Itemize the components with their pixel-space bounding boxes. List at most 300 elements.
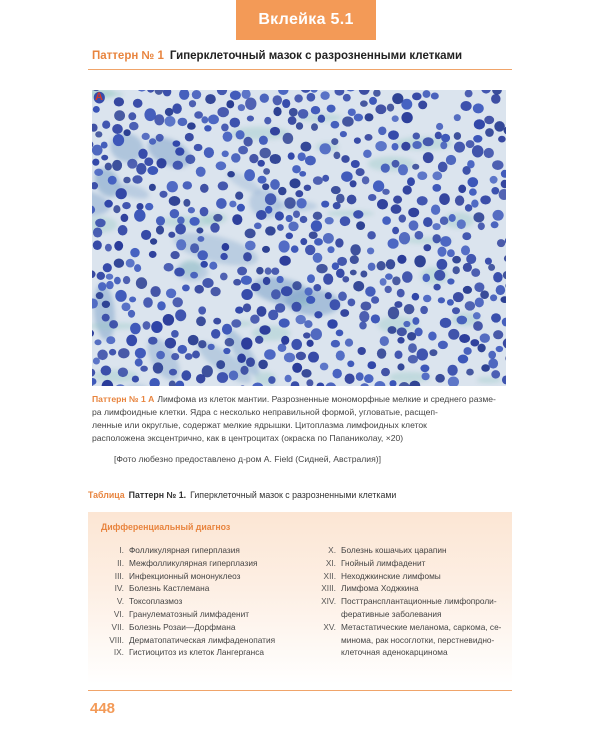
- cell-nucleus: [463, 347, 471, 355]
- item-text: Лимфома Ходжкина: [341, 583, 419, 594]
- cell-nucleus: [306, 296, 315, 304]
- cell-nucleus: [271, 289, 281, 299]
- cell-nucleus: [256, 210, 267, 220]
- caption-line: [92, 393, 512, 406]
- cell-nucleus: [263, 168, 270, 175]
- cell-nucleus: [418, 101, 427, 110]
- cell-nucleus: [190, 243, 199, 253]
- cell-nucleus: [432, 223, 440, 230]
- item-number: XIV.: [321, 596, 336, 607]
- item-text: Дерматопатическая лимфаденопатия: [129, 634, 276, 645]
- cell-nucleus: [474, 119, 485, 129]
- cell-nucleus: [367, 231, 376, 239]
- cell-nucleus: [222, 324, 232, 335]
- cell-nucleus: [138, 149, 147, 159]
- cell-nucleus: [371, 314, 380, 323]
- cell-nucleus: [109, 320, 118, 328]
- cell-nucleus: [393, 195, 402, 203]
- cell-nucleus: [413, 133, 420, 140]
- cell-nucleus: [196, 227, 203, 233]
- cell-nucleus: [434, 270, 445, 281]
- cell-nucleus: [323, 273, 333, 284]
- cell-nucleus: [93, 106, 100, 113]
- cell-nucleus: [453, 266, 460, 274]
- cell-nucleus: [428, 332, 436, 341]
- item-text: Болезнь кошачьих царапин: [341, 545, 447, 555]
- cell-nucleus: [188, 335, 199, 346]
- list-item: [300, 557, 512, 570]
- cell-nucleus: [397, 255, 406, 264]
- cell-nucleus: [478, 222, 485, 230]
- cell-nucleus: [397, 363, 404, 370]
- cell-nucleus: [229, 201, 236, 208]
- cell-nucleus: [316, 264, 327, 273]
- cell-nucleus: [422, 373, 430, 381]
- cell-nucleus: [291, 339, 302, 350]
- item-text: Неходжкинские лимфомы: [341, 570, 441, 581]
- cell-nucleus: [332, 369, 341, 379]
- cell-nucleus: [347, 360, 354, 367]
- cell-nucleus: [245, 241, 256, 251]
- cell-nucleus: [459, 334, 470, 343]
- cell-nucleus: [104, 200, 113, 208]
- cell-nucleus: [466, 140, 475, 148]
- cell-nucleus: [165, 116, 176, 127]
- cell-nucleus: [477, 344, 485, 353]
- cell-nucleus: [265, 226, 276, 235]
- cell-nucleus: [211, 287, 221, 296]
- item-number: [300, 646, 341, 659]
- cell-nucleus: [417, 171, 427, 180]
- cell-nucleus: [440, 217, 449, 226]
- cell-nucleus: [222, 243, 230, 251]
- item-number: XV.: [323, 621, 336, 632]
- cell-nucleus: [473, 103, 484, 113]
- cell-nucleus: [201, 116, 208, 123]
- list-item: [300, 595, 512, 608]
- cell-nucleus: [95, 131, 102, 137]
- cell-nucleus: [377, 348, 386, 358]
- cell-nucleus: [150, 286, 160, 297]
- cell-nucleus: [412, 141, 421, 149]
- cell-nucleus: [221, 123, 229, 131]
- cell-nucleus: [467, 177, 478, 187]
- cell-nucleus: [363, 150, 372, 158]
- cell-nucleus: [243, 137, 252, 147]
- cell-nucleus: [273, 95, 282, 105]
- cell-nucleus: [134, 209, 145, 221]
- cell-nucleus: [259, 325, 270, 335]
- cell-nucleus: [314, 238, 323, 245]
- cell-nucleus: [350, 180, 357, 187]
- cell-nucleus: [172, 103, 181, 114]
- cell-nucleus: [170, 251, 179, 259]
- list-item: [88, 595, 298, 608]
- cell-nucleus: [238, 146, 248, 155]
- cell-nucleus: [289, 178, 300, 188]
- list-item: [88, 608, 298, 621]
- cell-nucleus: [183, 181, 192, 189]
- cell-nucleus: [173, 161, 183, 170]
- item-text: Болезнь Кастлемана: [129, 583, 210, 594]
- cell-nucleus: [92, 159, 99, 166]
- cell-nucleus: [307, 340, 314, 347]
- cell-nucleus: [453, 292, 464, 302]
- cell-nucleus: [307, 274, 315, 283]
- cell-nucleus: [115, 290, 126, 302]
- ddx-list-left: [88, 544, 298, 659]
- cell-nucleus: [118, 368, 128, 378]
- item-number: I.: [119, 545, 124, 555]
- cell-nucleus: [435, 132, 442, 140]
- cell-nucleus: [260, 94, 269, 103]
- cell-nucleus: [140, 366, 148, 372]
- cell-nucleus: [485, 258, 492, 265]
- cell-nucleus: [423, 217, 433, 227]
- cell-nucleus: [205, 94, 216, 104]
- cell-nucleus: [202, 278, 213, 288]
- cell-nucleus: [423, 152, 434, 163]
- cell-nucleus: [333, 152, 340, 159]
- cell-nucleus: [285, 375, 292, 382]
- cell-nucleus: [217, 107, 229, 117]
- cell-nucleus: [350, 244, 360, 255]
- cell-nucleus: [388, 238, 399, 248]
- cell-nucleus: [241, 275, 252, 284]
- cell-nucleus: [241, 337, 252, 349]
- cell-nucleus: [132, 376, 139, 383]
- cell-nucleus: [94, 169, 103, 176]
- item-number: VIII.: [109, 634, 124, 645]
- cell-nucleus: [135, 348, 146, 359]
- cell-nucleus: [388, 326, 397, 334]
- cell-nucleus: [298, 109, 309, 119]
- cell-nucleus: [108, 176, 117, 185]
- cell-nucleus: [196, 374, 205, 383]
- cell-nucleus: [190, 272, 198, 279]
- cell-nucleus: [433, 284, 440, 291]
- cell-nucleus: [313, 284, 321, 291]
- cell-nucleus: [295, 190, 303, 197]
- cell-nucleus: [286, 232, 293, 239]
- cell-nucleus: [241, 289, 252, 300]
- cell-nucleus: [173, 140, 181, 147]
- cell-nucleus: [415, 231, 424, 240]
- cell-nucleus: [237, 204, 245, 212]
- cell-nucleus: [121, 303, 130, 312]
- list-item-continuation: [300, 646, 512, 659]
- cell-nucleus: [480, 195, 491, 204]
- cell-nucleus: [470, 339, 479, 346]
- cell-nucleus: [466, 369, 474, 376]
- item-number: IV.: [114, 583, 124, 594]
- cell-nucleus: [417, 196, 428, 205]
- cell-nucleus: [256, 267, 264, 275]
- cell-nucleus: [365, 286, 376, 296]
- cell-nucleus: [230, 118, 241, 128]
- cell-nucleus: [216, 161, 227, 170]
- cell-nucleus: [377, 199, 388, 210]
- cell-nucleus: [394, 351, 402, 359]
- cell-nucleus: [321, 201, 329, 208]
- cell-nucleus: [98, 282, 106, 291]
- cell-nucleus: [401, 142, 410, 151]
- cell-nucleus: [144, 157, 153, 166]
- cell-nucleus: [461, 101, 472, 111]
- cell-nucleus: [313, 176, 323, 185]
- cell-nucleus: [491, 313, 501, 322]
- cell-nucleus: [348, 298, 356, 306]
- cell-nucleus: [313, 253, 323, 263]
- cell-nucleus: [364, 374, 374, 383]
- cell-nucleus: [126, 335, 137, 346]
- cell-nucleus: [128, 310, 135, 318]
- item-number: XI.: [325, 557, 336, 568]
- cell-nucleus: [473, 312, 481, 319]
- cell-nucleus: [196, 316, 206, 326]
- cell-nucleus: [114, 97, 124, 106]
- cell-nucleus: [250, 314, 259, 323]
- cell-nucleus: [293, 210, 300, 218]
- cell-nucleus: [209, 262, 217, 270]
- cell-nucleus: [466, 254, 476, 264]
- item-text: Гистиоцитоз из клеток Лангерганса: [129, 647, 265, 658]
- cell-nucleus: [198, 306, 206, 314]
- cell-nucleus: [404, 304, 415, 314]
- cell-nucleus: [335, 238, 343, 247]
- pattern-heading: [92, 50, 462, 62]
- cell-nucleus: [298, 152, 306, 161]
- cell-nucleus: [159, 191, 167, 198]
- cell-nucleus: [144, 108, 156, 121]
- cell-nucleus: [153, 362, 163, 373]
- cell-nucleus: [471, 200, 478, 208]
- cell-nucleus: [341, 155, 349, 163]
- ddx-list-right: [300, 544, 512, 659]
- cell-nucleus: [412, 293, 420, 301]
- cell-nucleus: [200, 184, 209, 193]
- cell-nucleus: [457, 219, 466, 229]
- table-heading: [88, 490, 396, 500]
- cell-nucleus: [264, 117, 271, 124]
- cell-nucleus: [216, 198, 227, 209]
- cell-nucleus: [368, 263, 376, 271]
- cell-nucleus: [471, 268, 480, 277]
- cell-nucleus: [93, 240, 102, 250]
- cell-nucleus: [397, 289, 405, 298]
- cell-nucleus: [452, 256, 461, 264]
- cell-nucleus: [278, 187, 286, 195]
- cell-nucleus: [446, 155, 456, 165]
- cell-nucleus: [178, 118, 188, 126]
- cell-nucleus: [415, 328, 423, 337]
- item-text: Посттрансплантационные лимфопроли-: [341, 596, 497, 607]
- cell-nucleus: [496, 346, 503, 352]
- cell-nucleus: [97, 272, 105, 280]
- cell-nucleus: [200, 261, 207, 268]
- cell-nucleus: [257, 306, 267, 317]
- cell-nucleus: [281, 336, 289, 345]
- cell-nucleus: [175, 147, 184, 155]
- cell-nucleus: [220, 253, 227, 260]
- cell-nucleus: [431, 204, 440, 214]
- cell-nucleus: [311, 106, 320, 114]
- item-number: III.: [114, 570, 124, 581]
- cell-nucleus: [277, 276, 284, 283]
- caption-label: Паттерн № 1 А: [92, 394, 155, 404]
- cell-nucleus: [423, 244, 431, 251]
- cell-nucleus: [247, 115, 254, 121]
- cell-nucleus: [367, 361, 376, 369]
- cell-nucleus: [331, 340, 340, 348]
- table-title: Гиперклеточный мазок с разрозненными клетками: [190, 490, 397, 500]
- cell-nucleus: [387, 104, 394, 112]
- cell-nucleus: [123, 177, 130, 184]
- cell-nucleus: [484, 148, 494, 158]
- cell-nucleus: [314, 311, 322, 318]
- cell-nucleus: [490, 294, 497, 301]
- item-number: [300, 634, 341, 647]
- cell-nucleus: [311, 220, 322, 231]
- cell-nucleus: [258, 360, 268, 369]
- table-pattern: Паттерн № 1.: [128, 490, 187, 500]
- cell-nucleus: [392, 115, 399, 122]
- cell-nucleus: [331, 121, 340, 129]
- cell-nucleus: [308, 352, 319, 363]
- cell-nucleus: [463, 263, 472, 272]
- cell-nucleus: [359, 322, 367, 330]
- cell-nucleus: [492, 210, 503, 221]
- pattern-number: Паттерн № 1: [92, 50, 164, 62]
- cell-nucleus: [288, 152, 295, 159]
- cell-nucleus: [473, 321, 483, 331]
- cell-nucleus: [498, 136, 506, 143]
- cell-nucleus: [345, 339, 353, 347]
- cell-nucleus: [407, 177, 415, 186]
- cell-nucleus: [123, 129, 130, 136]
- cell-nucleus: [454, 114, 461, 121]
- list-item: [88, 570, 298, 583]
- cell-nucleus: [97, 350, 107, 361]
- cell-nucleus: [491, 370, 500, 379]
- cell-nucleus: [282, 99, 290, 108]
- list-item: [88, 544, 298, 557]
- cell-nucleus: [223, 348, 230, 354]
- cell-nucleus: [249, 154, 258, 163]
- cell-nucleus: [353, 281, 364, 292]
- cell-nucleus: [96, 292, 104, 299]
- cell-nucleus: [382, 216, 391, 225]
- cell-nucleus: [392, 93, 403, 104]
- cell-nucleus: [188, 207, 195, 213]
- cell-nucleus: [230, 91, 241, 100]
- cell-nucleus: [123, 276, 130, 284]
- cell-nucleus: [251, 283, 261, 291]
- cell-nucleus: [136, 277, 147, 289]
- cell-nucleus: [245, 97, 256, 110]
- cell-nucleus: [176, 239, 186, 250]
- cell-nucleus: [338, 292, 347, 301]
- cell-nucleus: [197, 236, 204, 242]
- cell-nucleus: [262, 246, 270, 253]
- cell-nucleus: [447, 278, 454, 284]
- cell-nucleus: [194, 144, 203, 151]
- cell-nucleus: [281, 286, 292, 296]
- cell-nucleus: [423, 90, 431, 98]
- cell-nucleus: [264, 349, 276, 359]
- cell-nucleus: [493, 330, 503, 339]
- cell-nucleus: [492, 160, 503, 170]
- cell-nucleus: [436, 123, 443, 130]
- cell-nucleus: [484, 116, 494, 124]
- cell-nucleus: [226, 100, 234, 108]
- item-number: X.: [328, 545, 336, 555]
- cell-nucleus: [257, 160, 264, 167]
- cell-nucleus: [113, 134, 124, 146]
- cell-nucleus: [166, 288, 176, 298]
- cell-nucleus: [265, 193, 276, 205]
- cell-nucleus: [423, 274, 431, 282]
- cell-nucleus: [438, 341, 448, 350]
- cell-nucleus: [367, 247, 374, 254]
- cell-nucleus: [485, 128, 494, 137]
- cell-nucleus: [369, 97, 377, 105]
- stroma-strand: [327, 210, 374, 216]
- cell-nucleus: [128, 112, 136, 120]
- cell-nucleus: [458, 355, 468, 364]
- cell-nucleus: [189, 100, 196, 107]
- photo-credit: [Фото любезно предоставлено д-ром A. Field (Сидней, Австралия)]: [114, 454, 382, 464]
- cell-nucleus: [322, 175, 329, 182]
- cell-nucleus: [348, 108, 356, 116]
- cell-nucleus: [229, 370, 238, 380]
- cell-nucleus: [237, 267, 247, 276]
- cell-nucleus: [354, 114, 363, 122]
- cell-nucleus: [402, 271, 413, 283]
- cell-nucleus: [311, 328, 322, 340]
- cell-nucleus: [118, 225, 128, 235]
- cell-nucleus: [116, 188, 127, 199]
- cell-nucleus: [189, 217, 199, 226]
- cell-nucleus: [297, 198, 307, 208]
- cell-nucleus: [149, 251, 157, 258]
- cell-nucleus: [289, 108, 298, 117]
- cell-nucleus: [92, 145, 103, 156]
- cell-nucleus: [175, 224, 186, 235]
- cell-nucleus: [292, 363, 302, 373]
- plate-label: Вклейка 5.1: [236, 0, 376, 40]
- item-number: [300, 608, 341, 621]
- cell-nucleus: [438, 162, 448, 172]
- cell-nucleus: [279, 318, 290, 327]
- cell-nucleus: [134, 264, 141, 272]
- cell-nucleus: [118, 348, 130, 358]
- cell-nucleus: [319, 143, 330, 154]
- cell-nucleus: [454, 132, 461, 140]
- cell-nucleus: [325, 217, 334, 224]
- cell-nucleus: [488, 351, 496, 359]
- cell-nucleus: [106, 336, 115, 344]
- cell-nucleus: [196, 167, 206, 177]
- cell-nucleus: [412, 92, 422, 100]
- cell-nucleus: [340, 131, 347, 137]
- cell-nucleus: [323, 233, 334, 244]
- cell-nucleus: [488, 264, 495, 271]
- cell-nucleus: [342, 116, 354, 126]
- cell-nucleus: [265, 206, 272, 214]
- cell-nucleus: [279, 256, 290, 266]
- cell-nucleus: [399, 232, 410, 244]
